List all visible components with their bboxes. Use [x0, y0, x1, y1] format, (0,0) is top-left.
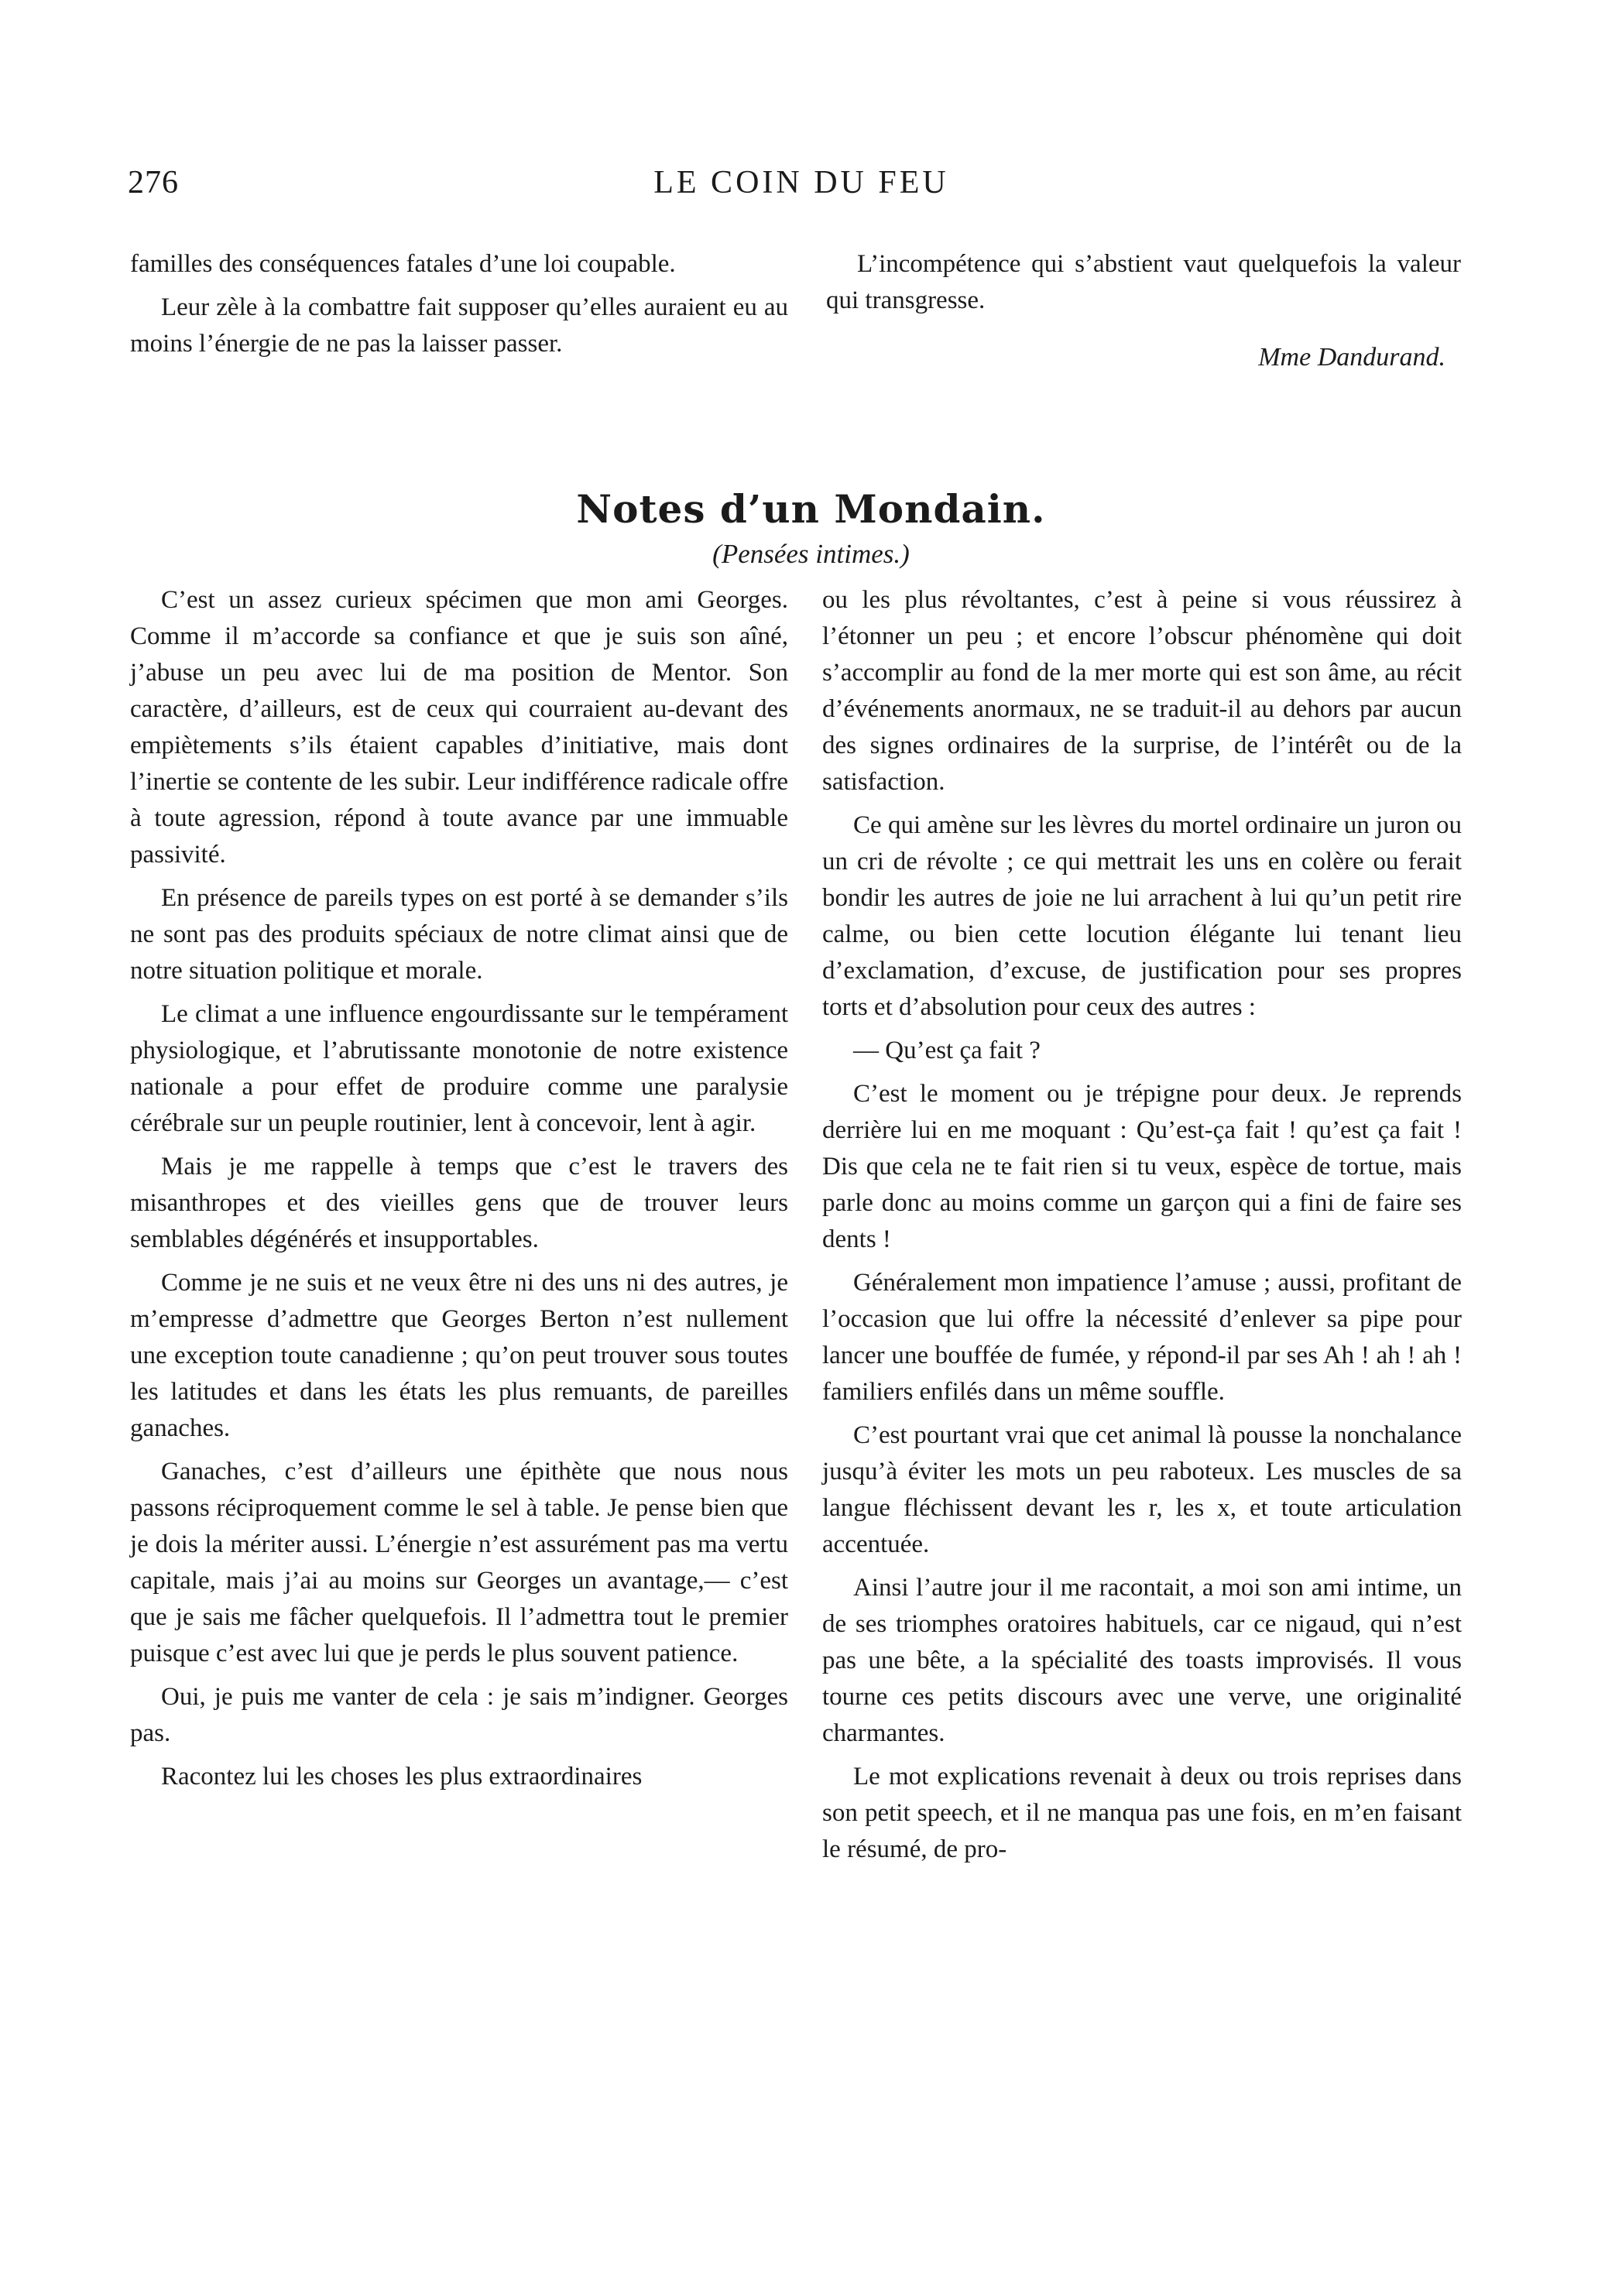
page-number: 276: [128, 165, 179, 200]
paragraph: Ce qui amène sur les lèvres du mortel ordinaire un juron ou un cri de révolte ; ce qui mettrait les uns en colère ou ferait bondir les autres de joie ne lui arrachent à lui qu’un petit rire calme, ou bien cette locution élégante lui tenant lieu d’exclamation, d’excuse, de justification pour ses propres torts et d’absolution pour ceux des autres :: [822, 811, 1462, 1021]
paragraph: En présence de pareils types on est porté à se demander s’ils ne sont pas des produits spéciaux de notre climat ainsi que de notre situation politique et morale.: [130, 884, 788, 985]
running-header: [128, 164, 1475, 211]
paragraph: C’est pourtant vrai que cet animal là pousse la nonchalance jusqu’à éviter les mots un peu raboteux. Les muscles de sa langue fléchissent devant les r, les x, et toute articulation accentuée.: [822, 1421, 1462, 1558]
article-title: Notes d’un Mondain.: [576, 486, 1046, 532]
paragraph: Ganaches, c’est d’ailleurs une épithète que nous nous passons réciproquement comme le sel à table. Je pense bien que je dois la mériter aussi. L’énergie n’est assurément pas ma vertu capitale, mais j’ai au moins sur Georges un avantage,— c’est que je sais me fâcher quelquefois. Il l’admettra tout le premier puisque c’est avec lui que je perds le plus souvent patience.: [130, 1458, 788, 1667]
paragraph: Oui, je puis me vanter de cela : je sais m’indigner. Georges pas.: [130, 1683, 788, 1747]
paragraph: L’incompétence qui s’abstient vaut quelquefois la valeur qui transgresse.: [826, 250, 1461, 314]
article-subtitle: (Pensées intimes.): [712, 539, 910, 569]
paragraph: Leur zèle à la combattre fait supposer qu’elles auraient eu au moins l’énergie de ne pas la laisser passer.: [130, 293, 788, 358]
article-right-column: [822, 582, 1462, 1875]
previous-article-left-column: [130, 246, 788, 369]
paragraph: Racontez lui les choses les plus extraordinaires: [161, 1763, 643, 1791]
author-signature: Mme Dandurand.: [1258, 343, 1445, 372]
previous-article-right-column: [826, 246, 1461, 375]
paragraph: Le climat a une influence engourdissante sur le tempérament physiologique, et l’abrutissante monotonie de notre existence nationale a pour effet de produire comme une paralysie cérébrale sur un peuple routinier, lent à concevoir, lent à agir.: [130, 1000, 788, 1137]
paragraph: Mais je me rappelle à temps que c’est le travers des misanthropes et des vieilles gens que de trouver leurs semblables dégénérés et insupportables.: [130, 1153, 788, 1253]
paragraph: C’est le moment ou je trépigne pour deux. Je reprends derrière lui en me moquant : Qu’est-ça fait ! qu’est ça fait ! Dis que cela ne te fait rien si tu veux, espèce de tortue, mais parle donc au moins comme un garçon qui a fini de faire ses dents !: [822, 1080, 1462, 1253]
paragraph: Comme je ne suis et ne veux être ni des uns ni des autres, je m’empresse d’admettre que Georges Berton n’est nullement une exception toute canadienne ; qu’on peut trouver sous toutes les latitudes et dans les états les plus remuants, de pareilles ganaches.: [130, 1269, 788, 1442]
paragraph: familles des conséquences fatales d’une loi coupable.: [130, 250, 676, 278]
paragraph: Le mot explications revenait à deux ou trois reprises dans son petit speech, et il ne manqua pas une fois, en m’en faisant le résumé, de pro-: [822, 1763, 1462, 1863]
paragraph: Généralement mon impatience l’amuse ; aussi, profitant de l’occasion que lui offre la nécessité d’enlever sa pipe pour lancer une bouffée de fumée, y répond-il par ses Ah ! ah ! ah ! familiers enfilés dans un même souffle.: [822, 1269, 1462, 1406]
paragraph: ou les plus révoltantes, c’est à peine si vous réussirez à l’étonner un peu ; et encore l’obscur phénomène qui doit s’accomplir au fond de la mer morte qui est son âme, au récit d’événements anormaux, ne se traduit-il au dehors par aucun des signes ordinaires de la surprise, de l’intérêt ou de la satisfaction.: [822, 586, 1462, 796]
paragraph: Ainsi l’autre jour il me racontait, a moi son ami intime, un de ses triomphes oratoires habituels, car ce nigaud, qui n’est pas une bête, a la spécialité des toasts improvisés. Il vous tourne ces petits discours avec une verve, une originalité charmantes.: [822, 1574, 1462, 1747]
journal-title: LE COIN DU FEU: [653, 165, 949, 200]
article-left-column: [130, 582, 788, 1802]
paragraph: C’est un assez curieux spécimen que mon ami Georges. Comme il m’accorde sa confiance et que je suis son aîné, j’abuse un peu avec lui de ma position de Mentor. Son caractère, d’ailleurs, est de ceux qui courraient au-devant des empiètements s’ils étaient capables d’initiative, mais dont l’inertie se contente de les subir. Leur indifférence radicale offre à toute agression, répond à toute avance par une immuable passivité.: [130, 586, 788, 869]
quoted-exclamation: — Qu’est ça fait ?: [853, 1037, 1041, 1064]
